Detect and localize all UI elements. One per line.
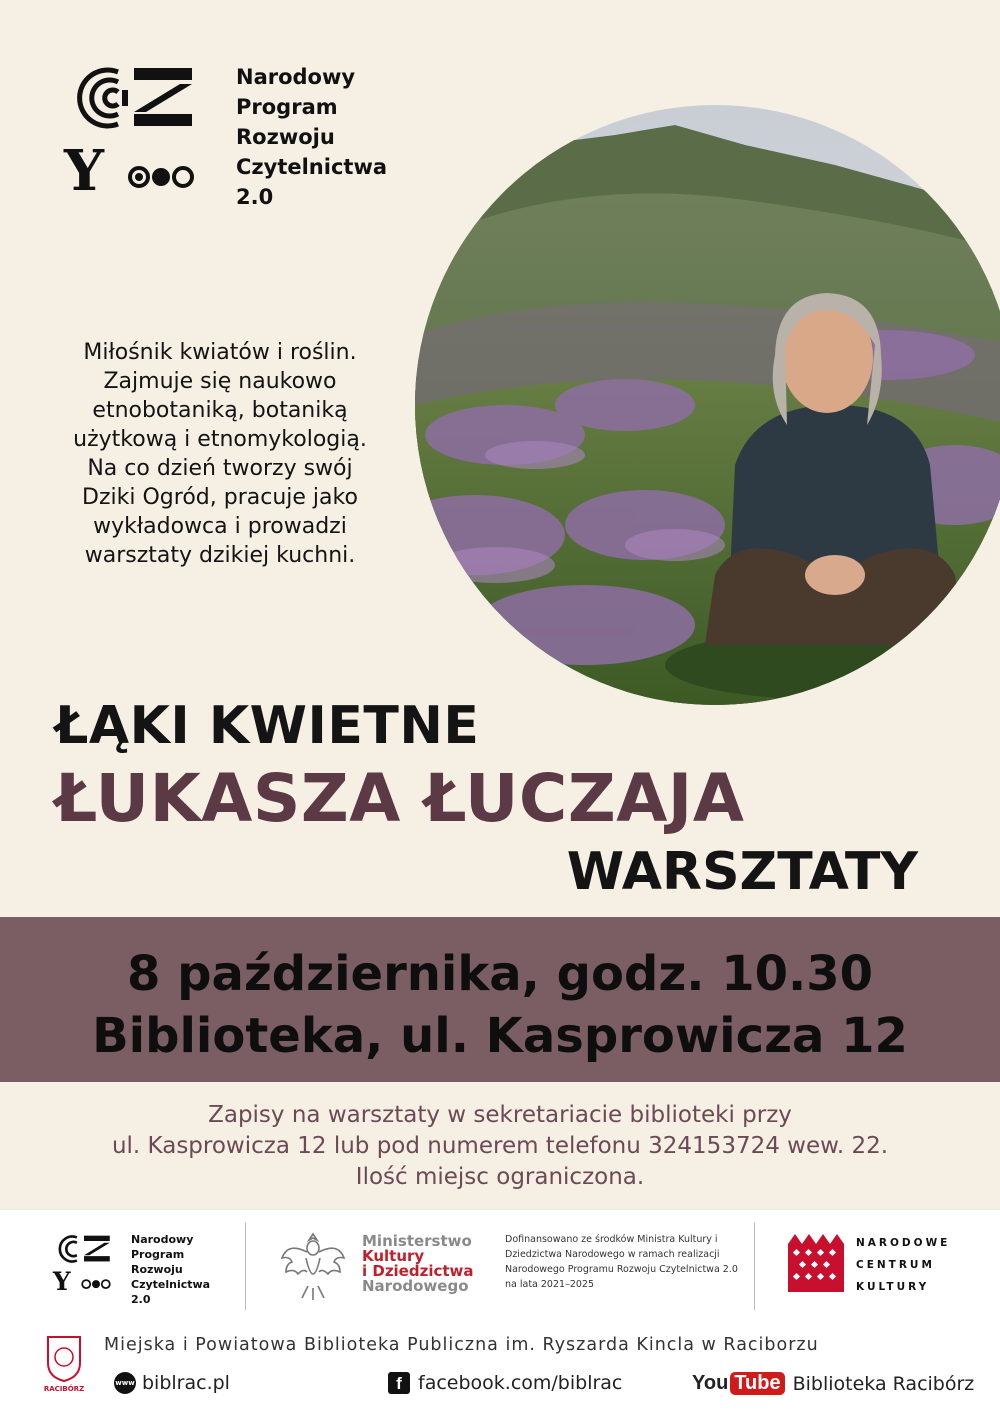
event-details-band: [0, 917, 1000, 1082]
library-name: Miejska i Powiatowa Biblioteka Publiczna im. Ryszarda Kincla w Raciborzu: [104, 1335, 819, 1355]
cofunding-note: Dofinansowano ze środków Ministra Kultury i Dziedzictwa Narodowego w ramach realizacji Narodowego Programu Rozwoju Czytelnictwa 2.0 na lata 2021–2025: [505, 1234, 738, 1290]
nprc-logo: [62, 62, 197, 197]
website-link[interactable]: [114, 1372, 230, 1394]
footer-divider: [754, 1222, 755, 1310]
bio-line: Miłośnik kwiatów i roślin.: [83, 340, 357, 365]
nck-line: CENTRUM: [856, 1259, 935, 1271]
ministry-line: Ministerstwo: [362, 1232, 472, 1250]
program-name: [236, 62, 436, 212]
youtube-logo-tube: Tube: [730, 1372, 784, 1395]
program-line: Czytelnictwa: [131, 1278, 211, 1291]
nck-logo-icon: [788, 1234, 844, 1292]
signup-line: ul. Kasprowicza 12 lub pod numerem telefonu 324153724 wew. 22.: [111, 1133, 889, 1159]
speaker-photo: [415, 105, 1000, 705]
bio-line: użytkową i etnomykologią.: [73, 427, 367, 452]
bio-line: warsztaty dzikiej kuchni.: [84, 543, 356, 568]
program-line: Czytelnictwa: [236, 155, 388, 179]
ministry-line: Kultury: [362, 1247, 425, 1265]
raciborz-crest-icon: [40, 1333, 88, 1395]
nck-line: NARODOWE: [856, 1237, 951, 1249]
eagle-emblem-icon: [278, 1228, 348, 1302]
youtube-icon: [692, 1372, 785, 1395]
bio-line: wykładowca i prowadzi: [93, 514, 347, 539]
facebook-url: facebook.com/biblrac: [418, 1372, 623, 1394]
nck-name: [856, 1232, 950, 1298]
svg-text:Y: Y: [64, 138, 104, 197]
event-title-line1: ŁĄKI KWIETNE: [55, 696, 480, 756]
ministry-line: i Dziedzictwa: [362, 1262, 474, 1280]
svg-text:Y: Y: [52, 1266, 71, 1293]
program-line: Rozwoju: [236, 125, 335, 149]
event-title-line3: WARSZTATY: [566, 842, 918, 902]
program-line: 2.0: [131, 1293, 151, 1306]
signup-info: [0, 1100, 1000, 1193]
signup-line: Ilość miejsc ograniczona.: [355, 1164, 645, 1190]
bio-line: Na co dzień tworzy swój: [87, 456, 353, 481]
svg-text:RACIBÓRZ: RACIBÓRZ: [43, 1385, 85, 1393]
event-place: Biblioteka, ul. Kasprowicza 12: [92, 1008, 908, 1064]
program-name-small: [131, 1232, 241, 1307]
ministry-name: [362, 1234, 474, 1294]
program-line: Rozwoju: [131, 1263, 183, 1276]
program-line: Program: [236, 95, 338, 119]
nck-line: KULTURY: [856, 1281, 930, 1293]
facebook-icon: f: [388, 1372, 410, 1394]
event-title-line2: ŁUKASZA ŁUCZAJA: [55, 760, 745, 837]
www-icon: www: [114, 1372, 136, 1394]
nprc-logo-small: [52, 1233, 112, 1293]
footer-divider: [245, 1222, 246, 1310]
bio-line: Dziki Ogród, pracuje jako: [82, 485, 358, 510]
youtube-logo-you: You: [692, 1372, 729, 1394]
youtube-channel: Biblioteka Racibórz: [792, 1372, 975, 1395]
program-line: Program: [131, 1248, 185, 1261]
bio-line: Zajmuje się naukowo: [103, 369, 337, 394]
signup-line: Zapisy na warsztaty w sekretariacie biblioteki przy: [208, 1102, 792, 1128]
facebook-link[interactable]: [388, 1372, 622, 1394]
youtube-link[interactable]: [692, 1372, 974, 1395]
event-date: 8 października, godz. 10.30: [126, 946, 874, 1002]
program-line: 2.0: [236, 185, 274, 209]
website-url: biblrac.pl: [142, 1372, 230, 1394]
bio-line: etnobotaniką, botaniką: [92, 398, 348, 423]
ministry-line: Narodowego: [362, 1277, 469, 1295]
program-line: Narodowy: [131, 1233, 194, 1246]
program-line: Narodowy: [236, 65, 356, 89]
speaker-bio: [20, 338, 420, 570]
